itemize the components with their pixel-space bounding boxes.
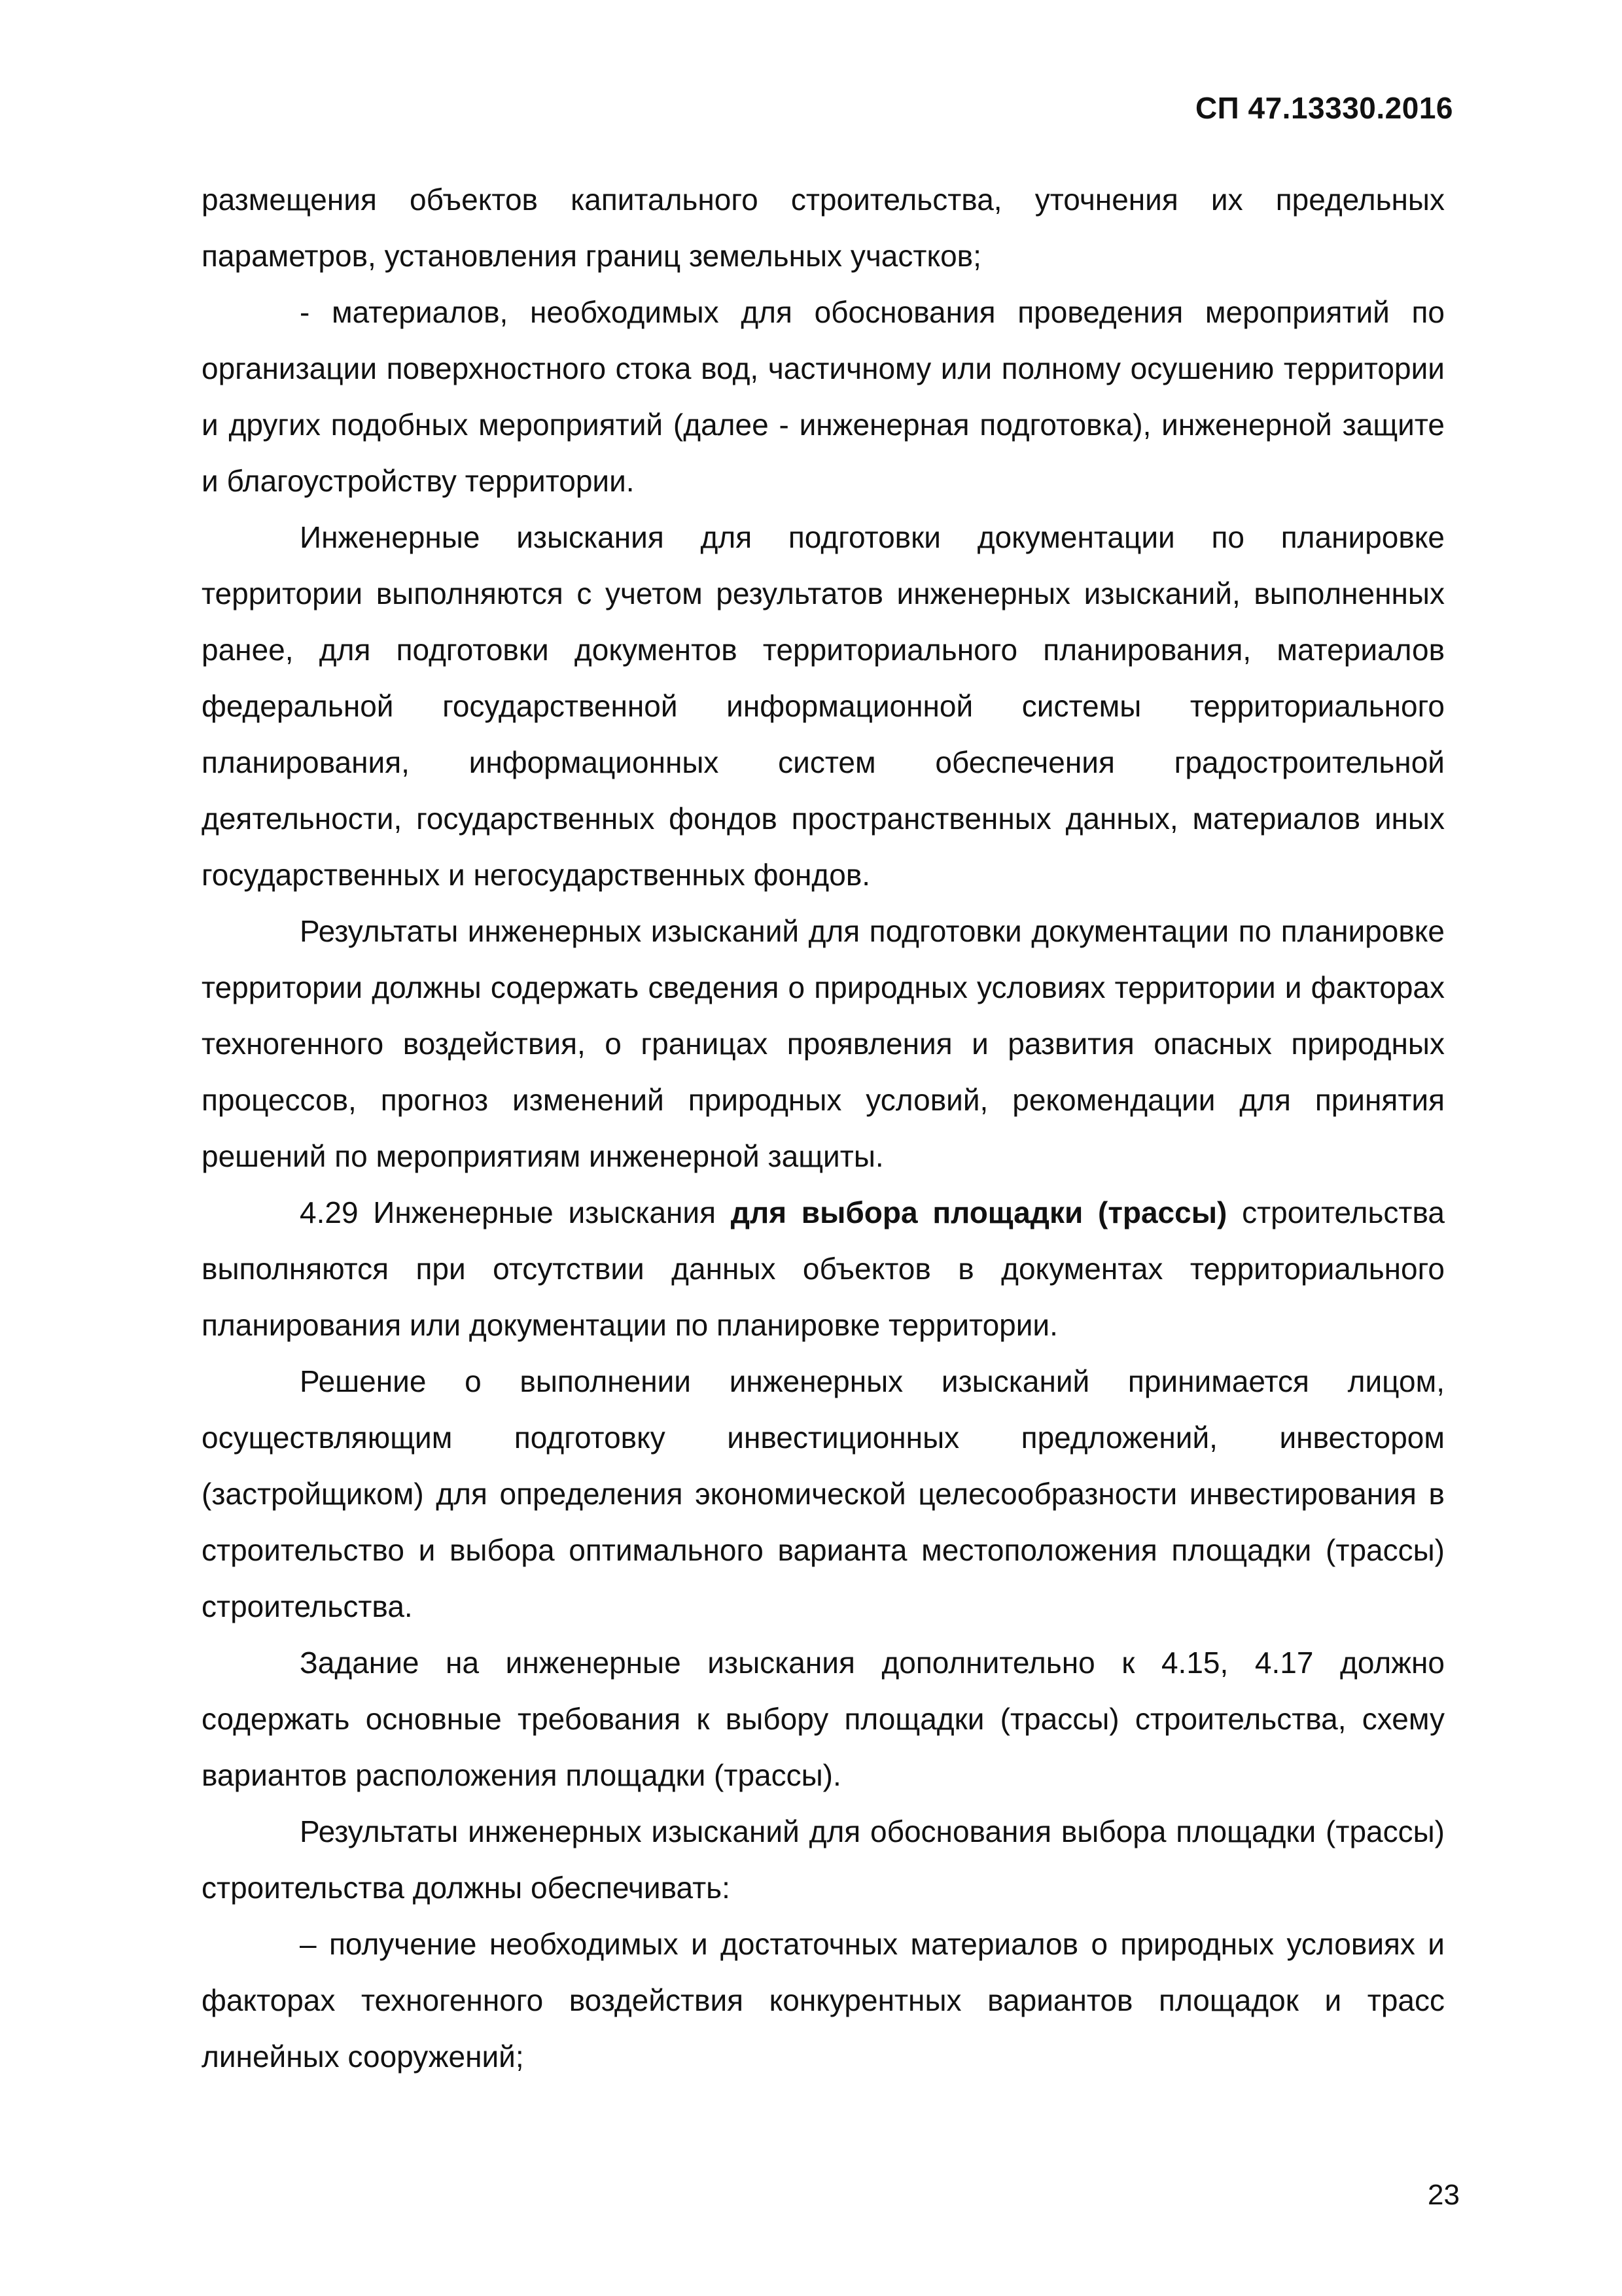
section-4-29-bold-phrase: для выбора площадки (трассы) <box>730 1195 1227 1229</box>
paragraph-list-item-materials: - материалов, необходимых для обоснования проведения мероприятий по организации поверхностного стока вод, частичному или полному осушению территории и других подобных мероприятий (далее - инженерная подготовка), инженерной защите и благоустройству территории. <box>202 295 1445 498</box>
paragraph-survey-decision: Решение о выполнении инженерных изысканий принимается лицом, осуществляющим подготовку инвестиционных предложений, инвестором (застройщиком) для определения экономической целесообразности инвестирования в строительство и выбора оптимального варианта местоположения площадки (трассы) строительства. <box>202 1364 1445 1623</box>
paragraph-survey-assignment: Задание на инженерные изыскания дополнительно к 4.15, 4.17 должно содержать основные требования к выбору площадки (трассы) строительства, схему вариантов расположения площадки (трассы). <box>202 1646 1445 1792</box>
paragraph-survey-results-planning: Результаты инженерных изысканий для подготовки документации по планировке территории должны содержать сведения о природных условиях территории и факторах техногенного воздействия, о границах проявления и развития опасных природных процессов, прогноз изменений природных условий, рекомендации для принятия решений по мероприятиям инженерной защиты. <box>202 914 1445 1173</box>
paragraph-engineering-surveys-planning: Инженерные изыскания для подготовки документации по планировке территории выполняются с учетом результатов инженерных изысканий, выполненных ранее, для подготовки документов территориального планирования, материалов федеральной государственной информационной системы территориального планирования, информационных систем обеспечения градостроительной деятельности, государственных фондов пространственных данных, материалов иных государственных и негосударственных фондов. <box>202 520 1445 892</box>
section-4-29-suffix: строительства выполняются при отсутствии данных объектов в документах территориального планирования или документации по планировке территории. <box>202 1195 1445 1342</box>
paragraph-continuation: размещения объектов капитального строительства, уточнения их предельных параметров, установления границ земельных участков; <box>202 183 1445 273</box>
section-4-29-prefix: 4.29 Инженерные изыскания <box>300 1195 731 1229</box>
document-code-header: СП 47.13330.2016 <box>1195 91 1453 125</box>
paragraph-survey-results-site-selection: Результаты инженерных изысканий для обоснования выбора площадки (трассы) строительства должны обеспечивать: <box>202 1814 1445 1905</box>
page-number: 23 <box>1428 2179 1460 2211</box>
paragraph-section-4-29 <box>202 1184 1445 1353</box>
document-body <box>202 171 1445 2085</box>
paragraph-list-item-obtaining-materials: – получение необходимых и достаточных материалов о природных условиях и факторах техногенного воздействия конкурентных вариантов площадок и трасс линейных сооружений; <box>202 1927 1445 2074</box>
